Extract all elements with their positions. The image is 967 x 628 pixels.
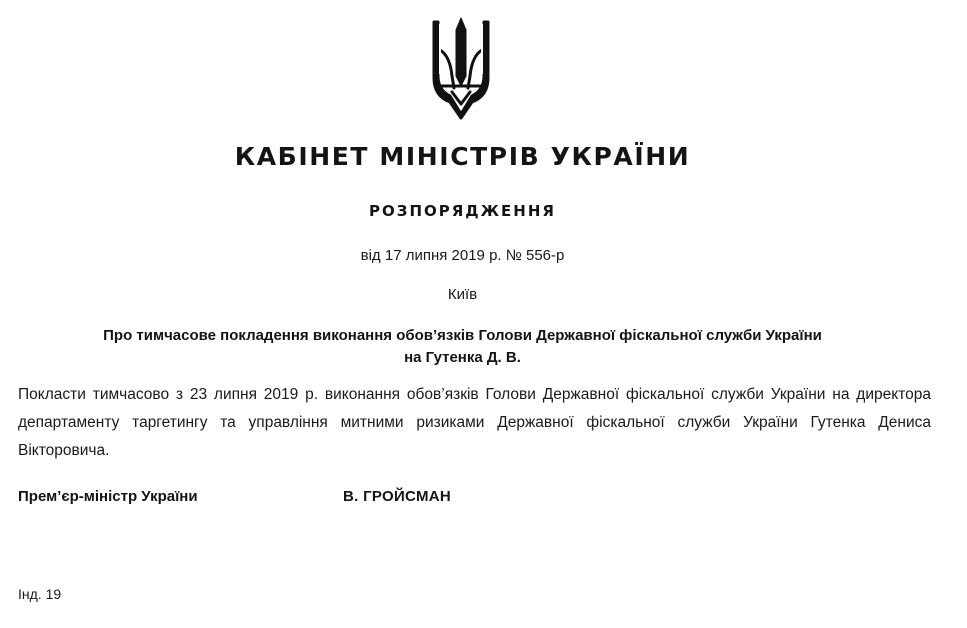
signatory-name: В. ГРОЙСМАН bbox=[343, 488, 452, 505]
page-title: КАБІНЕТ МІНІСТРІВ УКРАЇНИ bbox=[234, 142, 691, 171]
document-type: РОЗПОРЯДЖЕННЯ bbox=[369, 202, 556, 220]
trident-coat-of-arms-icon bbox=[428, 16, 494, 120]
subject-line-1: Про тимчасове покладення виконання обов’язків Голови Державної фіскальної служби України bbox=[103, 327, 822, 344]
document-subject bbox=[40, 325, 885, 369]
subject-line-2: на Гутенка Д. В. bbox=[404, 349, 521, 366]
body-paragraph: Покласти тимчасово з 23 липня 2019 р. виконання обов’язків Голови Державної фіскальної служби України на директора департаменту таргетингу та управління митними ризиками Державної фіскальної служби України Гутенка Дениса Вікторовича. bbox=[18, 386, 931, 459]
document-date-number: від 17 липня 2019 р. № 556-р bbox=[360, 247, 565, 264]
document-index: Інд. 19 bbox=[18, 586, 62, 602]
signatory-role: Прем’єр-міністр України bbox=[18, 488, 198, 505]
document-city: Київ bbox=[447, 286, 478, 303]
